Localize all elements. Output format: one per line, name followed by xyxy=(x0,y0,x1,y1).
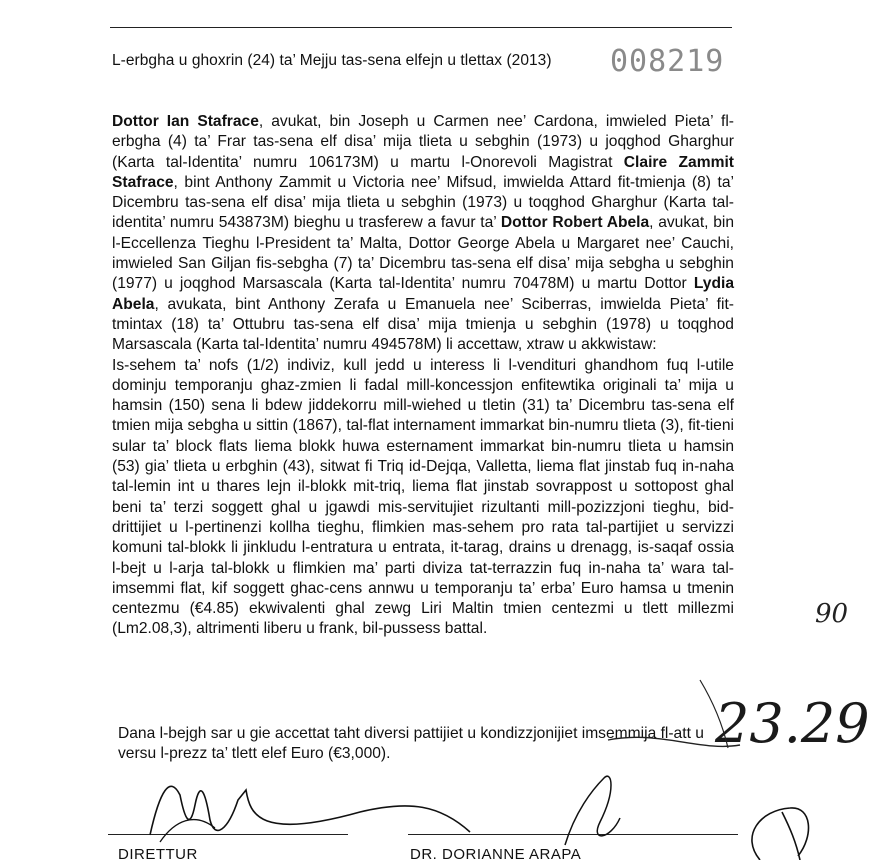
signature-left-flourish xyxy=(160,820,215,842)
body-segment: , avukat, bin l-Eccellenza Tieghu l-President ta’ Malta, Dottor George Abela u Margaret nee’ Cauchi, imwieled San Giljan fis-sebgha (7) ta’ Dicembru tas-sena elf disa’ mija sebgha u sebghin (1977) u joqghod Marsascala (Karta tal-Identita’ numru 70478M) u martu Dottor xyxy=(112,214,735,293)
signature-label-left: DIRETTUR xyxy=(118,846,198,863)
signature-line-right xyxy=(408,834,738,835)
seller-name-2: Claire Zammit Stafrace xyxy=(112,153,734,191)
seller-name-1: Dottor Ian Stafrace xyxy=(112,113,259,130)
document-date: L-erbgha u ghoxrin (24) ta’ Mejju tas-sena elfejn u tlettax (2013) xyxy=(112,52,552,69)
signature-far-right xyxy=(752,808,809,860)
margin-note-large: 23.29 xyxy=(715,692,870,755)
top-rule xyxy=(110,27,732,28)
body-segment: , bint Anthony Zammit u Victoria nee’ Mifsud, imwielda Attard fit-tmienja (8) ta’ Dicembru tas-sena elf disa’ mija tlieta u sebghin (1973) u toqghod Gharghur (Karta tal-identita’ numru 543873M) bieghu u trasferew a favur ta’ xyxy=(112,173,734,232)
body-segment: , avukata, bint Anthony Zerafa u Emanuela nee’ Sciberras, imwielda Pieta’ fit-tmintax (18) ta’ Ottubru tas-sena elf disa’ mija tmienja u sebghin (1978) u toqghod Marsascala (Karta tal-Identita’ numru 494578M) li accettaw, xtraw u akkwistaw: xyxy=(112,295,734,354)
body-segment: , avukat, bin Joseph u Carmen nee’ Cardona, imwieled Pieta’ fl-erbgha (4) ta’ Frar tas-sena elf disa’ mija tlieta u sebghin (1973) u joqghod Gharghur (Karta tal-Identita’ numru 106173M) u martu l-Onorevoli Magistrat xyxy=(112,113,734,171)
margin-note-90: 90 xyxy=(815,599,849,629)
signature-label-right: DR. DORIANNE ARAPA xyxy=(410,846,582,863)
buyer-name-1: Dottor Robert Abela xyxy=(500,214,650,232)
signature-left xyxy=(150,786,470,835)
contract-body xyxy=(112,112,734,640)
property-description: Is-sehem ta’ nofs (1/2) indiviz, kull jedd u interess li l-vendituri ghandhom fuq l-utile dominju temporanju ghaz-zmien li fadal mill-koncessjon enfitewtika originali ta’ mija u hamsin (150) sena li bdew jiddekorru mill-wiehed u tletin (31) ta’ Dicembru tas-sena elf tmien mija sebgha u sittin (1867), tal-flat internament immarkat bin-numru tlieta (3), fit-tieni sular ta’ block flats liema blokk huwa esternament immarkat bin-numru tlieta u hamsin (53) gia’ tlieta u erbghin (43), sitwat fi Triq id-Dejqa, Valletta, liema flat jinstab fuq in-naha tal-lemin int u thares lejn il-blokk mit-triq, liema flat jinstab sovrappost u sottopost ghal beni ta’ terzi soggett ghal u jgawdi mis-servitujiet rizultanti mill-pozizzjoni tieghu, bid-drittijiet u l-pertinenzi kollha tieghu, flimkien mas-sehem pro rata tal-partijiet u servizzi komuni tal-blokk li jinkludu l-entratura u entrata, it-tarag, drains u drenagg, is-saqaf ossia l-bejt u l-arja tal-blokk u flimkien ma’ parti diviza tat-terrazzin fuq in-naha ta’ wara tal-imsemmi flat, kif soggett ghac-cens annwu u temporanju ta’ erba’ Euro hamsa u tmenin centezmu (€4.85) ekwivalenti ghal zewg Liri Maltin tmien centezmi u tlett millezmi (Lm2.08,3), altrimenti liberu u frank, bil-pussess battal. xyxy=(112,356,734,638)
buyer-name-2: Lydia Abela xyxy=(112,275,734,313)
closing-paragraph: Dana l-bejgh sar u gie accettat taht diversi pattijiet u kondizzjonijiet imsemmija fl-att u versu l-prezz ta’ tlett elef Euro (€3,000). xyxy=(118,725,704,763)
signature-line-left xyxy=(108,834,348,835)
stamp-number: 008219 xyxy=(610,44,725,79)
